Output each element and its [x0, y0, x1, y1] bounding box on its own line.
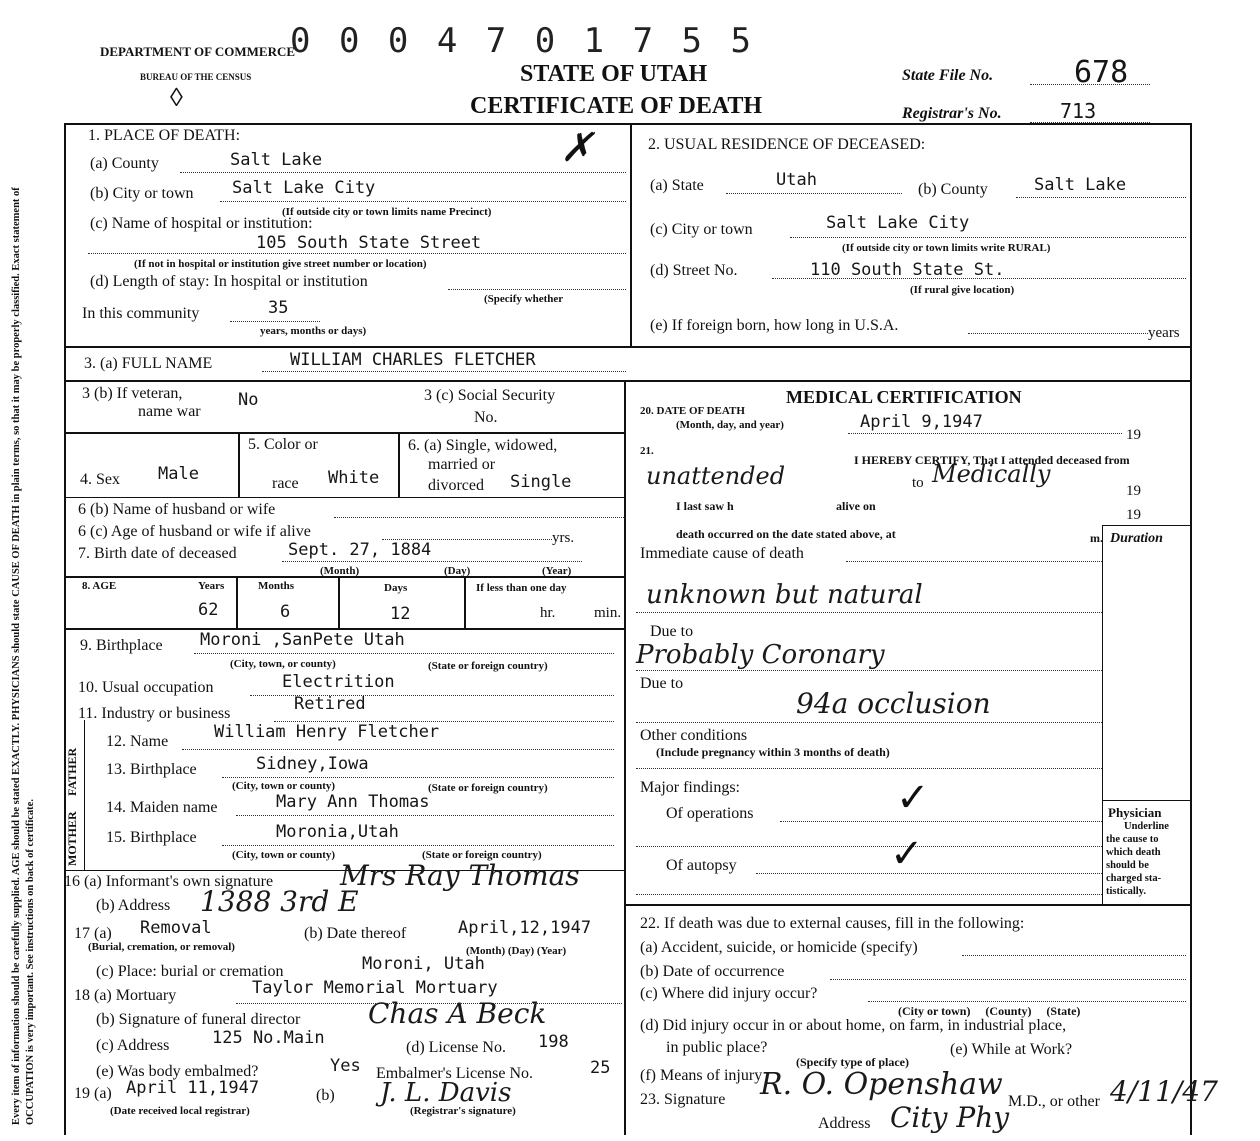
less-day-header: If less than one day [476, 582, 567, 594]
autopsy-line [756, 873, 1102, 874]
res-city-label: (c) City or town [650, 221, 753, 238]
mortuary-address-label: (c) Address [96, 1037, 170, 1054]
certificate-title: CERTIFICATE OF DEATH [470, 93, 763, 119]
birth-date: Sept. 27, 1884 [288, 540, 432, 560]
hline-external [624, 904, 1192, 906]
father-bp-note-state: (State or foreign country) [428, 782, 548, 794]
mother-tag: MOTHER [65, 811, 79, 866]
color-label-2: race [272, 475, 299, 492]
informant-sig-label: 16 (a) Informant's own signature [64, 873, 274, 890]
community-value: 35 [268, 298, 289, 318]
birthplace-note-state: (State or foreign country) [428, 660, 548, 672]
other-line [636, 768, 1102, 769]
license-number: 198 [538, 1032, 569, 1052]
foreign-born-label: (e) If foreign born, how long in U.S.A. [650, 317, 899, 334]
major-findings-label: Major findings: [640, 779, 740, 796]
informant-address: 1388 3rd E [200, 885, 359, 918]
attended-from: unattended [646, 462, 786, 490]
external-f-label: (f) Means of injury [640, 1067, 763, 1084]
operations-line [780, 821, 1102, 822]
m-label: m. [1090, 531, 1103, 545]
physician-note-4: should be [1106, 860, 1149, 871]
age-label: 8. AGE [82, 580, 117, 592]
burial-date-label: (b) Date thereof [304, 925, 407, 942]
external-heading: 22. If death was due to external causes, fill in the following: [640, 915, 1025, 932]
dod-line [848, 433, 1122, 434]
birth-date-line [282, 561, 582, 562]
marital-value: Single [510, 472, 572, 492]
day-note: (Day) [444, 565, 471, 577]
stay-label: (d) Length of stay: In hospital or institution [90, 273, 368, 290]
yrs-label: yrs. [552, 530, 575, 546]
community-label: In this community [82, 305, 200, 322]
spouse-line [334, 517, 626, 518]
death-county-line [180, 172, 626, 173]
external-c-line [868, 1001, 1186, 1002]
attended-year-suffix: 19 [1126, 483, 1141, 499]
form-border-right [1190, 123, 1192, 1135]
birthplace: Moroni ,SanPete Utah [200, 630, 405, 650]
certify-label: I HEREBY CERTIFY, That I attended deceased from [854, 453, 1130, 467]
res-county: Salt Lake [1034, 175, 1127, 195]
physician-box-top [1102, 800, 1192, 801]
physician-sig-label: 23. Signature [640, 1091, 726, 1108]
state-file-number: 678 [1074, 55, 1129, 90]
years-header: Years [198, 580, 225, 592]
external-c-note: (City or town) (County) (State) [898, 1004, 1081, 1018]
month-note: (Month) [320, 565, 360, 577]
father-birthplace: Sidney,Iowa [256, 754, 369, 774]
operations-line-2 [636, 846, 1102, 847]
stay-line [448, 289, 626, 290]
color-value: White [328, 468, 380, 488]
burial-note: (Burial, cremation, or removal) [88, 941, 235, 953]
marital-label-2: married or [428, 456, 496, 473]
birth-date-label: 7. Birth date of deceased [78, 545, 237, 562]
state-heading: STATE OF UTAH [520, 61, 708, 87]
sex-label: 4. Sex [80, 471, 120, 488]
death-city-line [220, 201, 626, 202]
age-div-3 [464, 576, 466, 628]
physician-address-label: Address [818, 1115, 871, 1132]
death-check-mark: ✗ [560, 125, 594, 170]
hr-label: hr. [540, 605, 556, 621]
burial-place: Moroni, Utah [362, 954, 485, 974]
registrar-number: 713 [1060, 99, 1097, 123]
birthplace-line [194, 653, 614, 654]
occurred-label: death occurred on the date stated above, at [676, 527, 896, 541]
hline-sex-bottom [64, 497, 626, 498]
physician-note-6: tistically. [1106, 886, 1146, 897]
res-street-note: (If rural give location) [910, 284, 1015, 296]
age-months: 6 [280, 602, 291, 622]
immediate-line-2 [636, 612, 1102, 613]
department-label: DEPARTMENT OF COMMERCE [100, 44, 296, 59]
medical-heading: MEDICAL CERTIFICATION [786, 387, 1022, 407]
informant-address-label: (b) Address [96, 897, 171, 914]
dod-label-2: (Month, day, and year) [676, 419, 784, 431]
occupation-label: 10. Usual occupation [78, 679, 214, 696]
physician-note-3: which death [1106, 847, 1161, 858]
operations-check: ✓ [896, 775, 930, 820]
external-d-label-2: in public place? [666, 1039, 768, 1056]
hospital-line [88, 253, 626, 254]
specify-note: (Specify whether [484, 293, 564, 305]
veteran-label-2: name war [138, 403, 201, 420]
bureau-mark: ◊ [170, 83, 183, 112]
full-name-line [262, 371, 626, 372]
hline-sex [64, 432, 626, 434]
veteran-label: 3 (b) If veteran, [82, 385, 183, 402]
autopsy-label: Of autopsy [666, 857, 737, 874]
last-saw-year-suffix: 19 [1126, 507, 1141, 523]
age-div-1 [236, 576, 238, 628]
min-label: min. [594, 605, 622, 621]
physician-note-1: Underline [1124, 821, 1169, 832]
res-street-label: (d) Street No. [650, 262, 738, 279]
burial-label: 17 (a) [74, 925, 112, 942]
immediate-cause-label: Immediate cause of death [640, 545, 804, 562]
mortuary-label: 18 (a) Mortuary [74, 987, 177, 1004]
registrar-sig-label: (b) [316, 1087, 335, 1104]
external-b-line [830, 979, 1186, 980]
res-county-line [1016, 197, 1186, 198]
hline-veteran [64, 380, 1192, 382]
full-name-label: 3. (a) FULL NAME [84, 355, 213, 372]
state-file-label: State File No. [902, 67, 994, 84]
year-note: (Year) [542, 565, 572, 577]
embalmer-license: 25 [590, 1058, 611, 1078]
duration-col-left [1102, 525, 1103, 905]
age-days: 12 [390, 604, 411, 624]
occupation: Electrition [282, 672, 395, 692]
industry: Retired [294, 694, 366, 714]
serial-number: 0 0 0 4 7 0 1 7 5 5 [290, 21, 755, 61]
mother-maiden-line [236, 815, 614, 816]
registrar-signature: J. L. Davis [380, 1078, 512, 1108]
father-name-line [182, 749, 614, 750]
place-of-death-heading: 1. PLACE OF DEATH: [88, 127, 241, 144]
other-conditions-label: Other conditions [640, 727, 748, 744]
external-b-label: (b) Date of occurrence [640, 963, 785, 980]
alive-on-label: alive on [836, 499, 876, 513]
parents-divider [84, 720, 85, 870]
physician-note-5: charged sta- [1106, 873, 1162, 884]
death-county: Salt Lake [230, 150, 323, 170]
due-1-line [636, 670, 1102, 671]
father-birthplace-line [222, 777, 614, 778]
spouse-label: 6 (b) Name of husband or wife [78, 501, 276, 518]
birthplace-note-city: (City, town, or county) [230, 658, 336, 670]
burial-value: Removal [140, 918, 212, 938]
res-state-line [726, 193, 902, 194]
res-state: Utah [776, 170, 817, 190]
immediate-line-1 [846, 561, 1102, 562]
marital-label-3: divorced [428, 477, 484, 494]
res-city-note: (If outside city or town limits write RURAL) [842, 242, 1051, 254]
form-border-top [64, 123, 1192, 125]
due-to-1: Probably Coronary [636, 640, 885, 670]
duration-label: Duration [1110, 531, 1163, 546]
years-label: years [1148, 325, 1180, 341]
center-divider-lower [624, 380, 626, 1135]
physician-address: City Phy [890, 1101, 1010, 1134]
res-county-label: (b) County [918, 181, 988, 198]
attended-to: Medically [932, 460, 1051, 488]
local-registrar-label: 19 (a) [74, 1085, 112, 1102]
burial-place-label: (c) Place: burial or cremation [96, 963, 284, 980]
director-label: (b) Signature of funeral director [96, 1011, 301, 1028]
father-bp-note-city: (City, town or county) [232, 780, 336, 792]
external-a-line [962, 955, 1186, 956]
center-divider [630, 123, 632, 346]
registrar-number-label: Registrar's No. [902, 105, 1002, 122]
death-city: Salt Lake City [232, 178, 376, 198]
external-e-label: (e) While at Work? [950, 1041, 1073, 1058]
sex-divider [238, 432, 240, 498]
date-of-death: April 9,1947 [860, 412, 983, 432]
external-d-label: (d) Did injury occur in or about home, on farm, in industrial place, [640, 1017, 1067, 1034]
local-registrar-date: April 11,1947 [126, 1078, 260, 1098]
physician-sig-date: 4/11/47 [1110, 1075, 1218, 1108]
months-header: Months [258, 580, 295, 592]
local-registrar-note: (Date received local registrar) [110, 1105, 250, 1117]
physician-signature: R. O. Openshaw [760, 1067, 1003, 1102]
informant-signature: Mrs Ray Thomas [340, 859, 580, 892]
due-2-line [636, 722, 1102, 723]
other-conditions-note: (Include pregnancy within 3 months of death) [656, 745, 890, 759]
burial-date: April,12,1947 [458, 918, 592, 938]
death-county-label: (a) County [90, 155, 159, 172]
birthplace-label: 9. Birthplace [80, 637, 163, 654]
hospital-label: (c) Name of hospital or institution: [90, 215, 313, 232]
physician-heading: Physician [1108, 805, 1162, 820]
embalmed-label: (e) Was body embalmed? [96, 1063, 259, 1080]
father-tag: FATHER [65, 747, 79, 796]
ssn-label: 3 (c) Social Security [424, 387, 556, 404]
mother-birthplace: Moronia,Utah [276, 822, 399, 842]
father-name: William Henry Fletcher [214, 722, 440, 742]
community-line [230, 321, 320, 322]
sex-value: Male [158, 464, 199, 484]
mortuary-address: 125 No.Main [212, 1028, 325, 1048]
foreign-born-line [968, 333, 1148, 334]
embalmer-license-label: Embalmer's License No. [376, 1065, 534, 1082]
mother-maiden-label: 14. Maiden name [106, 799, 218, 816]
external-d-note: (Specify type of place) [796, 1055, 909, 1069]
external-a-label: (a) Accident, suicide, or homicide (specify) [640, 939, 918, 956]
due-to-2: 94a occlusion [796, 687, 991, 720]
mother-bp-note-city: (City, town or county) [232, 849, 336, 861]
age-div-2 [338, 576, 340, 628]
bureau-label: BUREAU OF THE CENSUS [140, 72, 252, 82]
md-label: M.D., or other [1008, 1093, 1100, 1110]
mother-maiden-name: Mary Ann Thomas [276, 792, 430, 812]
margin-instructions: Every item of information should be carefully supplied. AGE should be stated EXACTLY. PHYSICIANS should state CAUSE OF DEATH in plain terms, so that it may be properly classified. Exact statement of OCCUPATION is very important. See instructions on back of certificate. [11, 187, 37, 1125]
dod-year-suffix: 19 [1126, 427, 1141, 443]
due-to-1-label: Due to [650, 623, 694, 640]
hline-name [64, 346, 1192, 348]
hospital-name: 105 South State Street [256, 233, 482, 253]
age-years: 62 [198, 600, 219, 620]
mother-birthplace-line [222, 845, 614, 846]
color-label: 5. Color or [248, 436, 318, 453]
hospital-note: (If not in hospital or institution give street number or location) [134, 258, 427, 270]
days-header: Days [384, 582, 408, 594]
director-signature: Chas A Beck [368, 997, 547, 1030]
attended-to-label: to [912, 475, 924, 491]
death-city-label: (b) City or town [90, 185, 194, 202]
residence-heading: 2. USUAL RESIDENCE OF DECEASED: [648, 136, 926, 153]
res-state-label: (a) State [650, 177, 704, 194]
license-label: (d) License No. [406, 1039, 506, 1056]
embalmed-value: Yes [330, 1056, 361, 1076]
last-saw-label: I last saw h [676, 499, 734, 513]
marital-label: 6. (a) Single, widowed, [408, 437, 558, 454]
ssn-label-2: No. [474, 409, 498, 426]
mother-birthplace-label: 15. Birthplace [106, 829, 197, 846]
dod-label: 20. DATE OF DEATH [640, 405, 745, 417]
father-name-label: 12. Name [106, 733, 169, 750]
res-city-line [790, 237, 1186, 238]
res-city: Salt Lake City [826, 213, 970, 233]
operations-label: Of operations [666, 805, 754, 822]
external-c-label: (c) Where did injury occur? [640, 985, 818, 1002]
death-city-note: (If outside city or town limits name Precinct) [282, 206, 492, 218]
autopsy-check: ✓ [890, 831, 924, 876]
due-to-2-label: Due to [640, 675, 684, 692]
marital-divider [398, 432, 400, 498]
full-name: WILLIAM CHARLES FLETCHER [290, 350, 536, 370]
registrar-sig-note: (Registrar's signature) [410, 1105, 516, 1117]
spouse-age-label: 6 (c) Age of husband or wife if alive [78, 523, 311, 540]
physician-note-2: the cause to [1106, 834, 1159, 845]
autopsy-line-2 [636, 894, 1102, 895]
burial-date-note: (Month) (Day) (Year) [466, 945, 567, 957]
father-birthplace-label: 13. Birthplace [106, 761, 197, 778]
mother-bp-note-state: (State or foreign country) [422, 849, 542, 861]
units-note: years, months or days) [260, 325, 367, 337]
res-street: 110 South State St. [810, 260, 1005, 280]
certify-number: 21. [640, 445, 654, 457]
veteran-value: No [238, 390, 259, 410]
mortuary-name: Taylor Memorial Mortuary [252, 978, 498, 998]
industry-label: 11. Industry or business [78, 705, 231, 722]
immediate-cause: unknown but natural [646, 580, 923, 610]
duration-col-top [1102, 525, 1192, 526]
